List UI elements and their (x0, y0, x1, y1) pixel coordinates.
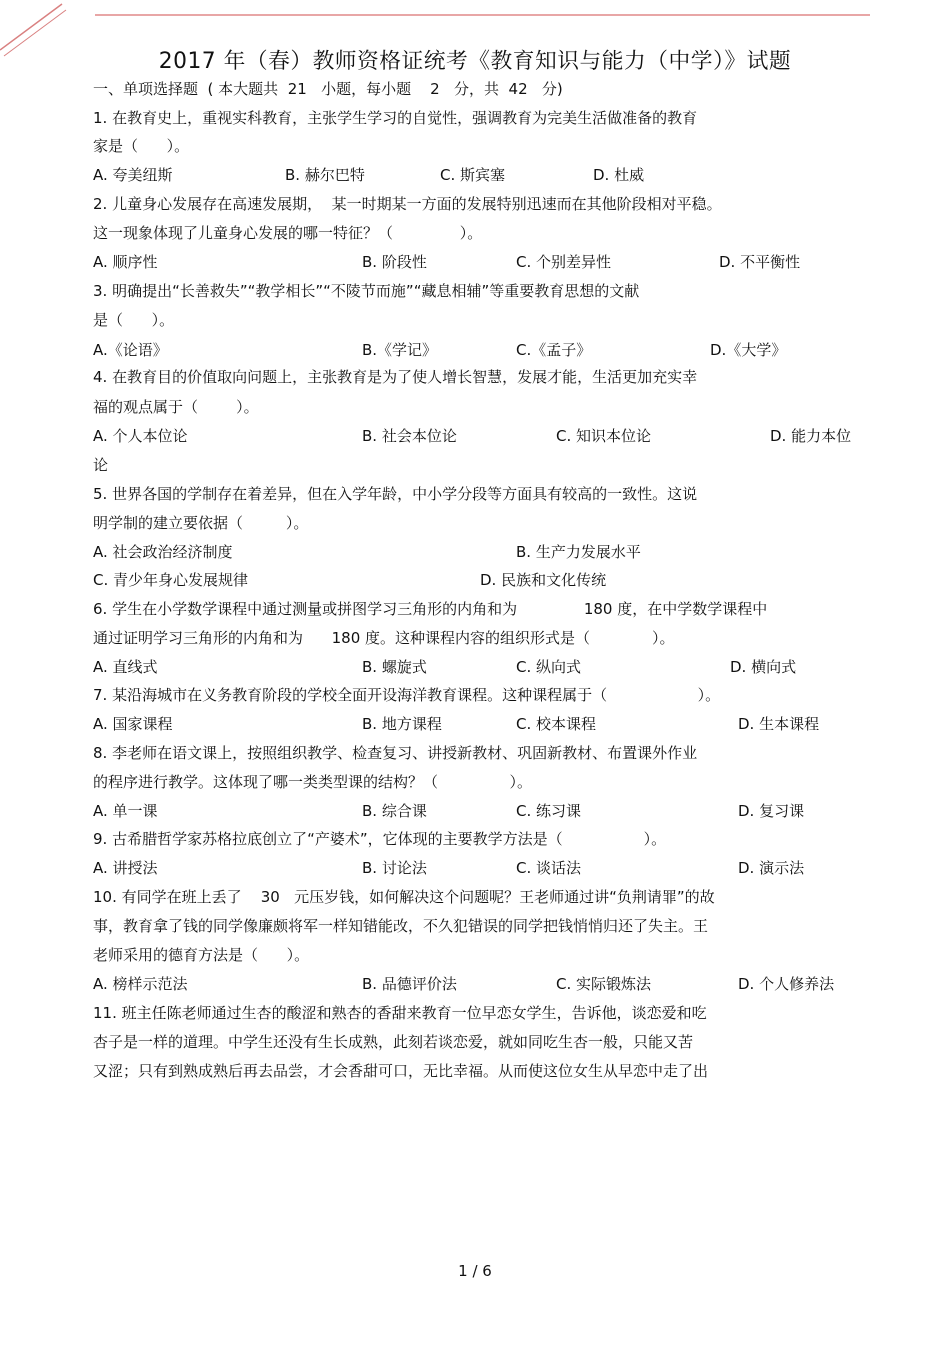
q3-line-2: 是（ ）。 (93, 311, 175, 329)
q2-option-b: B. 阶段性 (362, 253, 427, 271)
q3-option-a: A.《论语》 (93, 341, 168, 359)
q6-line-2: 通过证明学习三角形的内角和为 180 度。这种课程内容的组织形式是（ ）。 (93, 629, 675, 647)
page-number: 1 / 6 (458, 1262, 492, 1280)
q7-option-b: B. 地方课程 (362, 715, 442, 733)
q5-option-b: B. 生产力发展水平 (516, 543, 641, 561)
q9-option-b: B. 讨论法 (362, 859, 427, 877)
q7-option-d: D. 生本课程 (738, 715, 820, 733)
q11-line-1: 11. 班主任陈老师通过生杏的酸涩和熟杏的香甜来教育一位早恋女学生，告诉他，谈恋爱和吃 (93, 1004, 707, 1022)
q9-option-d: D. 演示法 (738, 859, 805, 877)
q4-line-1: 4. 在教育目的价值取向问题上，主张教育是为了使人增长智慧，发展才能，生活更加充实幸 (93, 368, 698, 386)
q1-option-c: C. 斯宾塞 (440, 166, 506, 184)
q4-option-d: D. 能力本位 (770, 427, 852, 445)
q2-option-d: D. 不平衡性 (719, 253, 801, 271)
q5-option-d: D. 民族和文化传统 (480, 571, 607, 589)
q8-option-d: D. 复习课 (738, 802, 805, 820)
q6-option-b: B. 螺旋式 (362, 658, 427, 676)
q8-option-c: C. 练习课 (516, 802, 582, 820)
q4-line-2: 福的观点属于（ ）。 (93, 398, 259, 416)
q5-option-c: C. 青少年身心发展规律 (93, 571, 249, 589)
q3-line-1: 3. 明确提出“长善救失”“教学相长”“不陵节而施”“藏息相辅”等重要教育思想的文献 (93, 282, 640, 300)
q10-option-d: D. 个人修养法 (738, 975, 835, 993)
q8-option-b: B. 综合课 (362, 802, 427, 820)
q10-line-2: 事，教育拿了钱的同学像廉颇将军一样知错能改，不久犯错误的同学把钱悄悄归还了失主。王 (93, 917, 709, 935)
q1-line-1: 1. 在教育史上，重视实科教育，主张学生学习的自觉性，强调教育为完美生活做准备的教育 (93, 109, 698, 127)
q10-option-a: A. 榜样示范法 (93, 975, 188, 993)
q10-option-c: C. 实际锻炼法 (556, 975, 652, 993)
q8-line-2: 的程序进行教学。这体现了哪一类类型课的结构？（ ）。 (93, 773, 533, 791)
q3-option-d: D.《大学》 (710, 341, 787, 359)
q10-line-1: 10. 有同学在班上丢了 30 元压岁钱，如何解决这个问题呢？王老师通过讲“负荆请罪”的故 (93, 888, 715, 906)
q6-option-c: C. 纵向式 (516, 658, 582, 676)
q5-option-a: A. 社会政治经济制度 (93, 543, 233, 561)
q11-line-2: 杏子是一样的道理。中学生还没有生长成熟，此刻若谈恋爱，就如同吃生杏一般，只能又苦 (93, 1033, 694, 1051)
q3-option-c: C.《孟子》 (516, 341, 592, 359)
q6-line-1: 6. 学生在小学数学课程中通过测量或拼图学习三角形的内角和为 180 度，在中学数学课程中 (93, 600, 768, 618)
q1-line-2: 家是（ ）。 (93, 137, 190, 155)
q9-option-a: A. 讲授法 (93, 859, 158, 877)
q10-line-3: 老师采用的德育方法是（ ）。 (93, 946, 310, 964)
q8-option-a: A. 单一课 (93, 802, 158, 820)
q9-line-1: 9. 古希腊哲学家苏格拉底创立了“产婆术”，它体现的主要教学方法是（ ）。 (93, 830, 667, 848)
q8-line-1: 8. 李老师在语文课上，按照组织教学、检查复习、讲授新教材、巩固新教材、布置课外作业 (93, 744, 698, 762)
q2-option-a: A. 顺序性 (93, 253, 158, 271)
q6-option-d: D. 横向式 (730, 658, 797, 676)
q10-option-b: B. 品德评价法 (362, 975, 457, 993)
q1-option-d: D. 杜威 (593, 166, 645, 184)
q7-option-a: A. 国家课程 (93, 715, 173, 733)
header-rule (95, 14, 870, 16)
section-heading: 一、单项选择题 ( 本大题共 21 小题，每小题 2 分，共 42 分) (93, 80, 563, 98)
q1-option-a: A. 夸美纽斯 (93, 166, 173, 184)
q4-option-b: B. 社会本位论 (362, 427, 457, 445)
q2-line-1: 2. 儿童身心发展存在高速发展期， 某一时期某一方面的发展特别迅速而在其他阶段相对平稳。 (93, 195, 722, 213)
q11-line-3: 又涩；只有到熟成熟后再去品尝，才会香甜可口，无比幸福。从而使这位女生从早恋中走了出 (93, 1062, 709, 1080)
q5-line-1: 5. 世界各国的学制存在着差异，但在入学年龄，中小学分段等方面具有较高的一致性。这说 (93, 485, 698, 503)
q2-option-c: C. 个别差异性 (516, 253, 612, 271)
q3-option-b: B.《学记》 (362, 341, 438, 359)
q9-option-c: C. 谈话法 (516, 859, 582, 877)
q4-option-c: C. 知识本位论 (556, 427, 652, 445)
q4-option-d-wrap: 论 (93, 456, 109, 474)
page-title: 2017 年（春）教师资格证统考《教育知识与能力（中学）》试题 (158, 49, 792, 74)
q7-line-1: 7. 某沿海城市在义务教育阶段的学校全面开设海洋教育课程。这种课程属于（ ）。 (93, 686, 721, 704)
q4-option-a: A. 个人本位论 (93, 427, 188, 445)
q2-line-2: 这一现象体现了儿童身心发展的哪一特征？（ ）。 (93, 224, 483, 242)
q7-option-c: C. 校本课程 (516, 715, 597, 733)
q5-line-2: 明学制的建立要依据（ ）。 (93, 514, 309, 532)
q1-option-b: B. 赫尔巴特 (285, 166, 365, 184)
q6-option-a: A. 直线式 (93, 658, 158, 676)
